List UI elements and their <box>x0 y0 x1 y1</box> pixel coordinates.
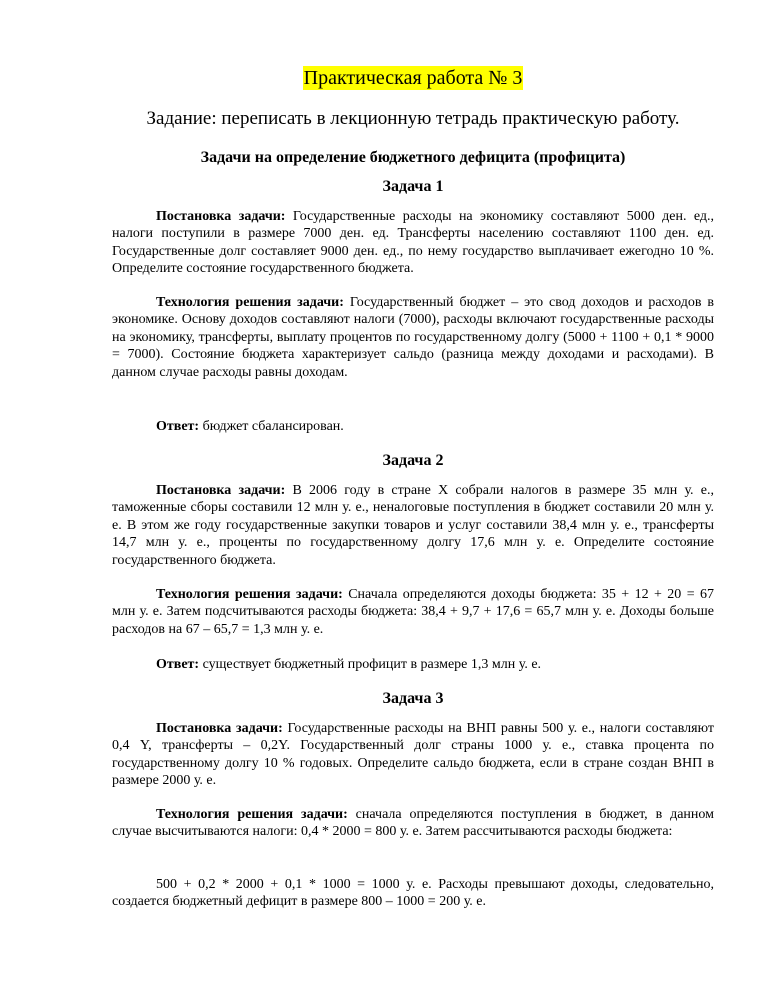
solution-text: Государственный бюджет – это свод доходов и расходов в экономике. Основу доходов составляют налоги (7000), расходы включают государственные расходы на экономику, трансферты, выплату процентов по государственному долгу (5000 + 1100 + 0,1 * 9000 = 7000). Состояние бюджета характеризует сальдо (разница между доходами и расходами). В данном случае расходы равны доходам. <box>112 295 715 380</box>
answer-text: существует бюджетный профицит в размере 1,3 млн у. е. <box>199 657 542 672</box>
solution-label: Технология решения задачи: <box>156 295 344 310</box>
assignment-text: Задание: переписать в лекционную тетрадь практическую работу. <box>146 108 680 129</box>
statement-text: Государственные расходы на ВНП равны 500 у. е., налоги составляют 0,4 Y, трансферты – 0,2Y. Государственный долг страны 1000 у. е., ставка процента по государственному долгу 10 % годовых. Определите сальдо бюджета, если в стране создан ВНП в размере 2000 у. е. <box>112 721 714 789</box>
task-2-answer <box>112 656 714 673</box>
statement-label: Постановка задачи: <box>156 483 286 498</box>
answer-text: бюджет сбалансирован. <box>199 419 344 434</box>
solution-text: сначала определяются поступления в бюджет, в данном случае высчитываются налоги: 0,4 * 2000 = 800 у. е. Затем рассчитываются расходы бюджета: <box>112 807 714 840</box>
solution-label: Технология решения задачи: <box>156 807 348 822</box>
task-1-heading: Задача 1 <box>382 178 444 195</box>
answer-label: Ответ: <box>156 419 200 434</box>
title-wrap <box>112 66 714 90</box>
task-2-heading: Задача 2 <box>382 452 444 469</box>
statement-text: Государственные расходы на экономику составляют 5000 ден. ед., налоги поступили в размере 7000 ден. ед. Трансферты населению составляют 1100 ден. ед. Государственные долг составляет 9000 ден. ед., по нему государство выплачивает ежегодно 10 %. Определите состояние государственного бюджета. <box>112 209 715 277</box>
task-2-statement <box>112 482 714 569</box>
section-title: Задачи на определение бюджетного дефицита (профицита) <box>200 149 626 166</box>
statement-label: Постановка задачи: <box>156 209 286 224</box>
page-title: Практическая работа № 3 <box>303 67 523 89</box>
task-3-heading: Задача 3 <box>382 690 444 707</box>
solution-label: Технология решения задачи: <box>156 587 343 602</box>
task-3-solution <box>112 806 714 841</box>
solution-text: Сначала определяются доходы бюджета: 35 + 12 + 20 = 67 млн у. е. Затем подсчитываются расходы бюджета: 38,4 + 9,7 + 17,6 = 65,7 млн у. е. Доходы больше расходов на 67 – 65,7 = 1,3 млн у. е. <box>112 587 714 637</box>
task-3-statement <box>112 720 714 790</box>
task-3-calculation: 500 + 0,2 * 2000 + 0,1 * 1000 = 1000 у. е. Расходы превышают доходы, следовательно, создается бюджетный дефицит в размере 800 – 1000 = 200 у. е. <box>112 877 714 910</box>
answer-label: Ответ: <box>156 657 200 672</box>
statement-label: Постановка задачи: <box>156 721 283 736</box>
task-1-answer <box>112 418 714 435</box>
statement-text: В 2006 году в стране X собрали налогов в размере 35 млн у. е., таможенные сборы составили 12 млн у. е., неналоговые поступления в бюджет составили 20 млн у. е. В этом же году государственные закупки товаров и услуг составили 38,4 млн у. е., трансферты 14,7 млн у. е., проценты по государственному долгу 17,6 млн у. е. Определите состояние государственного бюджета. <box>112 483 714 568</box>
task-1-statement <box>112 208 714 278</box>
task-2-solution <box>112 586 714 638</box>
task-1-solution <box>112 294 714 381</box>
